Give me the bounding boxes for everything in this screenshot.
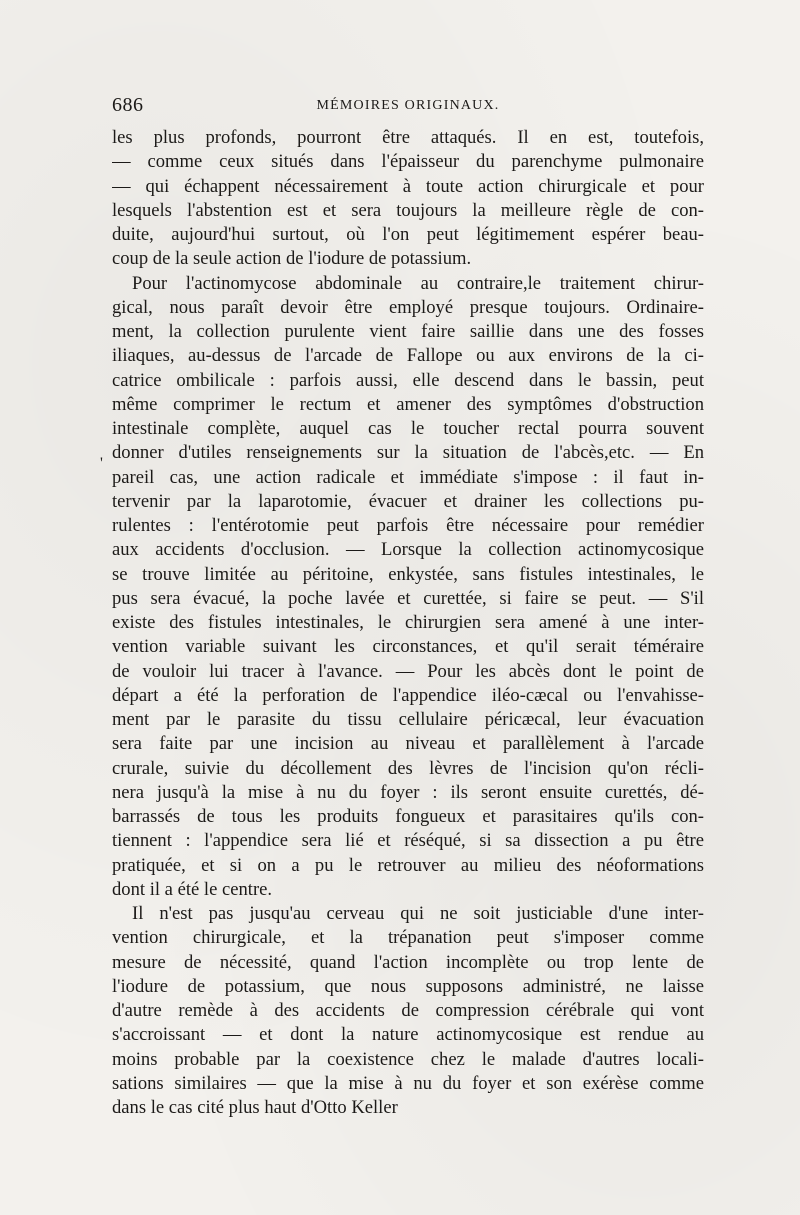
text-line: vention variable suivant les circonstances, et qu'il serait téméraire bbox=[112, 636, 704, 658]
text-line: lesquels l'abstention est et sera toujours la meilleure règle de con- bbox=[112, 199, 704, 221]
body-text bbox=[112, 126, 704, 1120]
margin-mark: ' bbox=[100, 455, 103, 472]
page-header bbox=[112, 92, 704, 124]
text-line: ment, la collection purulente vient faire saillie dans une des fosses bbox=[112, 321, 704, 342]
text-line: sations similaires — que la mise à nu du foyer et son exérèse comme bbox=[112, 1072, 704, 1094]
text-line: aux accidents d'occlusion. — Lorsque la collection actinomycosique bbox=[112, 539, 704, 561]
text-line: dans le cas cité plus haut d'Otto Keller bbox=[112, 1097, 398, 1118]
text-line: l'iodure de potassium, que nous supposons administré, ne laisse bbox=[112, 975, 704, 997]
text-line: tiennent : l'appendice sera lié et réséqué, si sa dissection a pu être bbox=[112, 830, 704, 852]
text-line: vention chirurgicale, et la trépanation peut s'imposer comme bbox=[112, 927, 704, 949]
text-line: moins probable par la coexistence chez le malade d'autres locali- bbox=[112, 1048, 704, 1070]
text-line: même comprimer le rectum et amener des symptômes d'obstruction bbox=[112, 393, 704, 415]
text-line: mesure de nécessité, quand l'action incomplète ou trop lente de bbox=[112, 951, 704, 973]
text-line: catrice ombilicale : parfois aussi, elle descend dans le bassin, peut bbox=[112, 369, 704, 391]
text-line: Il n'est pas jusqu'au cerveau qui ne soit justiciable d'une inter- bbox=[132, 903, 704, 924]
text-line: départ a été la perforation de l'appendice iléo-cæcal ou l'envahisse- bbox=[112, 684, 704, 706]
text-line: coup de la seule action de l'iodure de potassium. bbox=[112, 248, 472, 270]
text-line: sera faite par une incision au niveau et parallèlement à l'arcade bbox=[112, 733, 704, 755]
text-line: pareil cas, une action radicale et immédiate s'impose : il faut in- bbox=[112, 466, 704, 488]
text-line: Pour l'actinomycose abdominale au contraire,le traitement chirur- bbox=[132, 272, 704, 294]
text-line: nera jusqu'à la mise à nu du foyer : ils seront ensuite curettés, dé- bbox=[112, 781, 704, 803]
text-line: ment par le parasite du tissu cellulaire péricæcal, leur évacuation bbox=[112, 709, 704, 730]
text-line: iliaques, au-dessus de l'arcade de Fallope ou aux environs de la ci- bbox=[112, 345, 704, 367]
text-line: crurale, suivie du décollement des lèvres de l'incision qu'on récli- bbox=[112, 757, 704, 779]
text-line: dont il a été le centre. bbox=[112, 878, 273, 900]
text-line: de vouloir lui tracer à l'avance. — Pour les abcès dont le point de bbox=[112, 660, 704, 682]
text-line: duite, aujourd'hui surtout, où l'on peut légitimement espérer beau- bbox=[112, 224, 704, 245]
text-line: gical, nous paraît devoir être employé presque toujours. Ordinaire- bbox=[112, 296, 704, 318]
text-line: donner d'utiles renseignements sur la situation de l'abcès,etc. — En bbox=[112, 442, 704, 464]
running-title: MÉMOIRES ORIGINAUX. bbox=[316, 98, 500, 113]
page-number: 686 bbox=[112, 94, 144, 116]
text-line: barrassés de tous les produits fongueux et parasitaires qu'ils con- bbox=[112, 806, 704, 827]
text-line: — qui échappent nécessairement à toute action chirurgicale et pour bbox=[112, 175, 704, 197]
text-line: s'accroissant — et dont la nature actinomycosique est rendue au bbox=[112, 1024, 704, 1046]
text-line: tervenir par la laparotomie, évacuer et drainer les collections pu- bbox=[112, 490, 704, 512]
text-line: se trouve limitée au péritoine, enkystée, sans fistules intestinales, le bbox=[112, 563, 704, 585]
text-line: pratiquée, et si on a pu le retrouver au milieu des néoformations bbox=[112, 854, 704, 876]
text-line: les plus profonds, pourront être attaqués. Il en est, toutefois, bbox=[112, 127, 704, 148]
text-line: rulentes : l'entérotomie peut parfois être nécessaire pour remédier bbox=[112, 515, 704, 536]
text-line: existe des fistules intestinales, le chirurgien sera amené à une inter- bbox=[112, 612, 704, 633]
text-line: pus sera évacué, la poche lavée et curettée, si faire se peut. — S'il bbox=[112, 587, 704, 609]
text-line: d'autre remède à des accidents de compression cérébrale qui vont bbox=[112, 1000, 704, 1021]
text-line: intestinale complète, auquel cas le toucher rectal pourra souvent bbox=[112, 418, 704, 439]
text-line: — comme ceux situés dans l'épaisseur du parenchyme pulmonaire bbox=[112, 151, 704, 173]
